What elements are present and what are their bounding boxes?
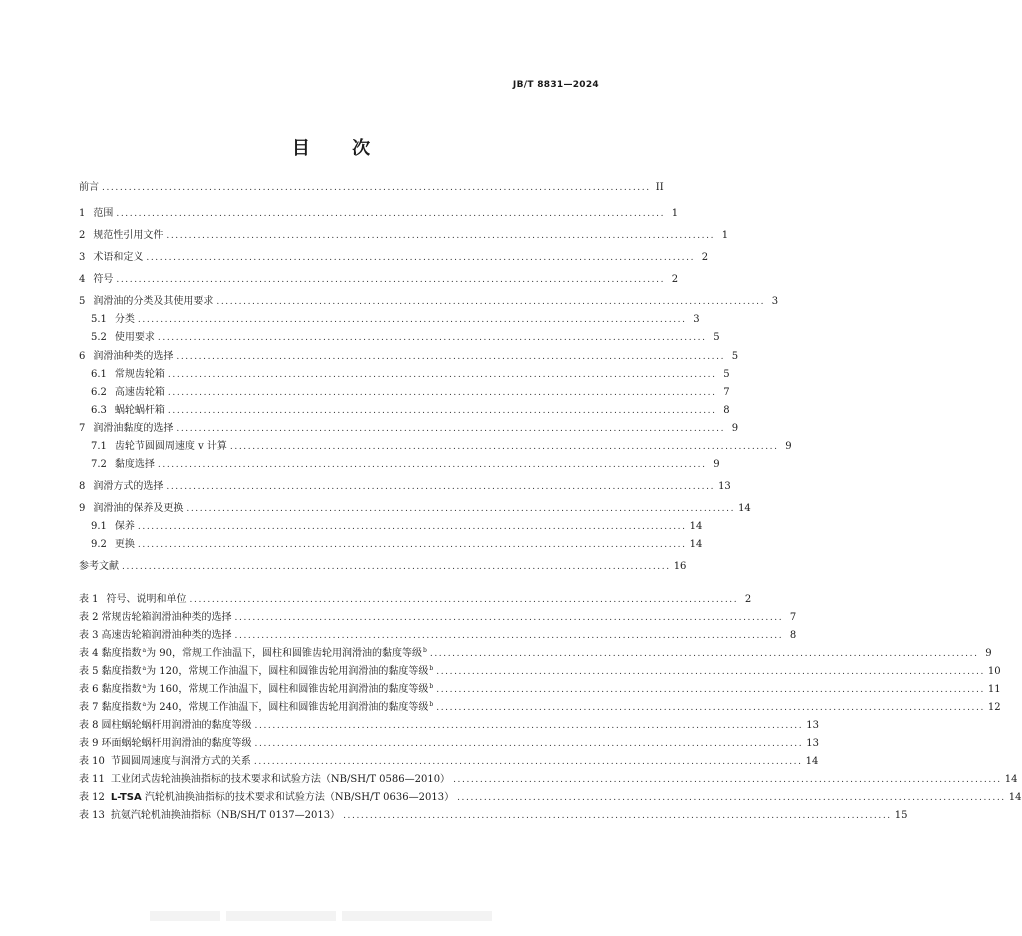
- dot-leader: ...........................................................................................................................: [436, 703, 985, 713]
- footnote-marker-a: a: [142, 701, 147, 708]
- toc-table-entry-8[interactable]: [79, 718, 819, 732]
- toc-entry-number: 5.2: [91, 332, 107, 343]
- watermark-block: [150, 911, 220, 921]
- toc-table-number: 表 5: [79, 666, 99, 677]
- toc-entry-section-6[interactable]: [79, 349, 739, 363]
- toc-entry-section-4[interactable]: [79, 272, 679, 286]
- toc-entry-number: 5: [79, 296, 86, 307]
- toc-entry-label: 润滑油种类的选择: [93, 351, 174, 362]
- dot-leader: ...........................................................................................................................: [122, 562, 671, 572]
- dot-leader: ...........................................................................................................................: [137, 522, 687, 532]
- footnote-marker-b: b: [429, 665, 434, 672]
- dot-leader: ...........................................................................................................................: [436, 685, 985, 695]
- toc-table-label: 汽轮机油换油指标的技术要求和试验方法（NB/SH/T 0636—2013）: [141, 792, 455, 803]
- dot-leader: ...........................................................................................................................: [146, 253, 696, 263]
- toc-entry-section-5[interactable]: [79, 294, 779, 308]
- toc-entry-page: 14: [738, 503, 751, 514]
- toc-table-label-cont: 为 120，常规工作油温下，圆柱和圆锥齿轮用润滑油的黏度等级: [146, 666, 429, 677]
- toc-entry-page: 5: [723, 369, 730, 380]
- toc-entry-label: 润滑油的分类及其使用要求: [93, 296, 214, 307]
- toc-table-label-cont: 为 160，常规工作油温下，圆柱和圆锥齿轮用润滑油的黏度等级: [146, 684, 429, 695]
- toc-table-label: 抗氨汽轮机油换油指标（NB/SH/T 0137—2013）: [110, 810, 341, 821]
- dot-leader: ...........................................................................................................................: [137, 315, 687, 325]
- toc-table-entry-13[interactable]: [79, 808, 908, 822]
- dot-leader: ...........................................................................................................................: [176, 352, 726, 362]
- toc-entry-number: 5.1: [91, 314, 107, 325]
- standard-code: JB/T 8831—2024: [512, 80, 599, 90]
- toc-entry-label: 术语和定义: [93, 252, 144, 263]
- toc-table-number: 表 2: [79, 612, 99, 623]
- toc-entry-label: 蜗轮蜗杆箱: [114, 405, 165, 416]
- footnote-marker-b: b: [429, 701, 434, 708]
- dot-leader: ...........................................................................................................................: [453, 775, 1002, 785]
- toc-entry-label: 规范性引用文件: [93, 230, 164, 241]
- toc-table-page: 14: [1008, 792, 1022, 803]
- toc-table-label: 黏度指数: [101, 684, 142, 695]
- toc-entry-number: 7: [79, 423, 86, 434]
- toc-table-number: 表 9: [79, 738, 99, 749]
- toc-entry-section-9-1[interactable]: [91, 519, 703, 533]
- toc-table-entry-12[interactable]: [79, 790, 1022, 804]
- toc-entry-label: 常规齿轮箱: [114, 369, 165, 380]
- toc-entry-label: 保养: [114, 521, 135, 532]
- toc-entry-section-8[interactable]: [79, 479, 731, 493]
- toc-entry-page: 1: [721, 230, 729, 241]
- dot-leader: ...........................................................................................................................: [254, 739, 804, 749]
- page-title: 目 次: [291, 138, 389, 159]
- dot-leader: ...........................................................................................................................: [186, 504, 736, 514]
- dot-leader: ...........................................................................................................................: [216, 297, 766, 307]
- dot-leader: ...........................................................................................................................: [429, 649, 979, 659]
- dot-leader: ...........................................................................................................................: [229, 442, 779, 452]
- toc-entry-number: 6.3: [91, 405, 107, 416]
- toc-entry-section-7[interactable]: [79, 421, 739, 435]
- toc-entry-page: 9: [785, 441, 792, 452]
- toc-entry-number: 7.2: [91, 459, 107, 470]
- toc-entry-page: 9: [731, 423, 739, 434]
- toc-table-entry-4[interactable]: [79, 646, 992, 660]
- dot-leader: ...........................................................................................................................: [253, 757, 803, 767]
- toc-entry-number: 7.1: [91, 441, 107, 452]
- toc-entry-section-7-2[interactable]: [91, 457, 720, 471]
- dot-leader: ...........................................................................................................................: [137, 540, 687, 550]
- dot-leader: ...........................................................................................................................: [436, 667, 985, 677]
- toc-table-entry-7[interactable]: [79, 700, 1001, 714]
- toc-table-page: 8: [789, 630, 797, 641]
- toc-entry-label: 参考文献: [79, 561, 119, 572]
- toc-table-label: 常规齿轮箱润滑油种类的选择: [101, 612, 232, 623]
- toc-entry-section-2[interactable]: [79, 228, 729, 242]
- toc-entry-number: 2: [79, 230, 86, 241]
- footnote-marker-a: a: [142, 647, 147, 654]
- dot-leader: ...........................................................................................................................: [166, 231, 716, 241]
- toc-entry-page: 5: [731, 351, 739, 362]
- toc-table-number: 表 11: [79, 774, 105, 785]
- faint-watermark: [150, 906, 510, 922]
- dot-leader: ...........................................................................................................................: [157, 460, 707, 470]
- toc-entry-number: 6.1: [91, 369, 107, 380]
- toc-table-label: 工业闭式齿轮油换油指标的技术要求和试验方法（NB/SH/T 0586—2010）: [110, 774, 451, 785]
- toc-entry-number: 4: [79, 274, 86, 285]
- dot-leader: ...........................................................................................................................: [157, 333, 707, 343]
- toc-table-number: 表 1: [79, 594, 99, 605]
- footnote-marker-a: a: [142, 665, 147, 672]
- toc-table-number: 表 12: [79, 792, 105, 803]
- toc-table-page: 13: [806, 720, 819, 731]
- toc-entry-number: 9: [79, 503, 86, 514]
- toc-table-label-cont: 为 240，常规工作油温下，圆柱和圆锥齿轮用润滑油的黏度等级: [146, 702, 429, 713]
- toc-entry-page: 5: [713, 332, 720, 343]
- toc-entry-number: 9.2: [91, 539, 107, 550]
- dot-leader: ...........................................................................................................................: [166, 482, 716, 492]
- toc-table-label: 黏度指数: [101, 702, 142, 713]
- toc-entry-section-6-1[interactable]: [91, 367, 730, 381]
- toc-entry-label: 符号: [93, 274, 114, 285]
- toc-table-number: 表 7: [79, 702, 99, 713]
- toc-entry-page: 2: [671, 274, 679, 285]
- toc-entry-label: 更换: [114, 539, 135, 550]
- dot-leader: ...........................................................................................................................: [167, 370, 717, 380]
- dot-leader: ...........................................................................................................................: [116, 275, 666, 285]
- toc-entry-section-5-1[interactable]: [91, 312, 700, 326]
- dot-leader: ...........................................................................................................................: [167, 388, 717, 398]
- toc-entry-page: 14: [689, 539, 703, 550]
- toc-entry-label: 润滑油黏度的选择: [93, 423, 174, 434]
- watermark-block: [226, 911, 336, 921]
- toc-entry-page: 3: [693, 314, 700, 325]
- dot-leader: ...........................................................................................................................: [167, 406, 717, 416]
- toc-table-entry-9[interactable]: [79, 736, 819, 750]
- toc-entry-label: 高速齿轮箱: [114, 387, 165, 398]
- toc-entry-page: 16: [673, 561, 687, 572]
- toc-table-page: 14: [805, 756, 819, 767]
- toc-entry-section-3[interactable]: [79, 250, 709, 264]
- toc-table-number: 表 13: [79, 810, 105, 821]
- toc-table-entry-5[interactable]: [79, 664, 1001, 678]
- toc-entry-number: 3: [79, 252, 86, 263]
- dot-leader: ...........................................................................................................................: [234, 613, 784, 623]
- dot-leader: ...........................................................................................................................: [176, 424, 726, 434]
- toc-table-page: 7: [789, 612, 797, 623]
- toc-entry-number: 6: [79, 351, 86, 362]
- toc-entry-section-1[interactable]: [79, 206, 679, 220]
- toc-entry-number: 9.1: [91, 521, 107, 532]
- toc-entry-label: 黏度选择: [114, 459, 155, 470]
- toc-table-number: 表 3: [79, 630, 99, 641]
- toc-entry-page: 3: [771, 296, 779, 307]
- dot-leader: ...........................................................................................................................: [457, 793, 1006, 803]
- toc-entry-page: 14: [689, 521, 703, 532]
- toc-entry-label: 前言: [79, 182, 99, 193]
- toc-table-number: 表 4: [79, 648, 99, 659]
- toc-table-label: 圆柱蜗轮蜗杆用润滑油的黏度等级: [101, 720, 252, 731]
- toc-entry-number: 1: [79, 208, 86, 219]
- toc-table-number: 表 10: [79, 756, 105, 767]
- toc-table-entry-3[interactable]: [79, 628, 797, 642]
- toc-table-label: 环面蜗轮蜗杆用润滑油的黏度等级: [101, 738, 252, 749]
- toc-entry-number: 6.2: [91, 387, 107, 398]
- toc-entry-label: 润滑方式的选择: [93, 481, 164, 492]
- toc-entry-label: 分类: [114, 314, 135, 325]
- dot-leader: ...........................................................................................................................: [116, 209, 666, 219]
- toc-entry-label: 润滑油的保养及更换: [93, 503, 184, 514]
- toc-table-page: 2: [744, 594, 752, 605]
- toc-table-label: 符号、说明和单位: [106, 594, 187, 605]
- toc-entry-section-6-2[interactable]: [91, 385, 730, 399]
- toc-table-page: 10: [987, 666, 1001, 677]
- toc-table-label: 高速齿轮箱润滑油种类的选择: [101, 630, 232, 641]
- toc-entry-section-5-2[interactable]: [91, 330, 720, 344]
- toc-table-page: 15: [894, 810, 908, 821]
- toc-table-entry-6[interactable]: [79, 682, 1001, 696]
- toc-entry-section-9-2[interactable]: [91, 537, 703, 551]
- dot-leader: ...........................................................................................................................: [343, 811, 892, 821]
- dot-leader: ...........................................................................................................................: [234, 631, 784, 641]
- toc-table-number: 表 6: [79, 684, 99, 695]
- toc-table-page: 12: [987, 702, 1001, 713]
- dot-leader: ...........................................................................................................................: [189, 595, 739, 605]
- toc-table-label-code: L-TSA: [110, 792, 142, 803]
- toc-entry-foreword[interactable]: [79, 180, 664, 194]
- toc-entry-page: 13: [718, 481, 731, 492]
- toc-entry-label: 使用要求: [114, 332, 155, 343]
- toc-table-label: 节圆圆周速度与润滑方式的关系: [110, 756, 251, 767]
- toc-table-label-cont: 为 90，常规工作油温下，圆柱和圆锥齿轮用润滑油的黏度等级: [146, 648, 423, 659]
- footnote-marker-b: b: [429, 683, 434, 690]
- toc-entry-page: 7: [723, 387, 730, 398]
- toc-table-entry-1[interactable]: [79, 592, 752, 606]
- toc-entry-page: 8: [723, 405, 730, 416]
- toc-entry-page: 1: [671, 208, 679, 219]
- toc-entry-page: II: [655, 182, 664, 193]
- toc-entry-page: 2: [701, 252, 709, 263]
- toc-entry-references[interactable]: [79, 559, 687, 573]
- toc-table-page: 11: [987, 684, 1001, 695]
- toc-table-label: 黏度指数: [101, 648, 142, 659]
- toc-entry-section-9[interactable]: [79, 501, 751, 515]
- footnote-marker-a: a: [142, 683, 147, 690]
- toc-table-entry-10[interactable]: [79, 754, 819, 768]
- toc-table-page: 9: [985, 648, 992, 659]
- toc-table-entry-2[interactable]: [79, 610, 797, 624]
- toc-entry-label: 范围: [93, 208, 114, 219]
- toc-table-page: 14: [1004, 774, 1018, 785]
- toc-entry-section-7-1[interactable]: [91, 439, 792, 453]
- toc-entry-section-6-3[interactable]: [91, 403, 730, 417]
- toc-table-number: 表 8: [79, 720, 99, 731]
- toc-entry-number: 8: [79, 481, 86, 492]
- toc-entry-page: 9: [713, 459, 720, 470]
- watermark-block: [342, 911, 492, 921]
- dot-leader: ...........................................................................................................................: [102, 183, 651, 193]
- toc-table-page: 13: [806, 738, 819, 749]
- footnote-marker-b: b: [423, 647, 427, 654]
- dot-leader: ...........................................................................................................................: [254, 721, 804, 731]
- toc-entry-label: 齿轮节圆圆周速度 v 计算: [114, 441, 227, 452]
- toc-table-label: 黏度指数: [101, 666, 142, 677]
- toc-table-entry-11[interactable]: [79, 772, 1018, 786]
